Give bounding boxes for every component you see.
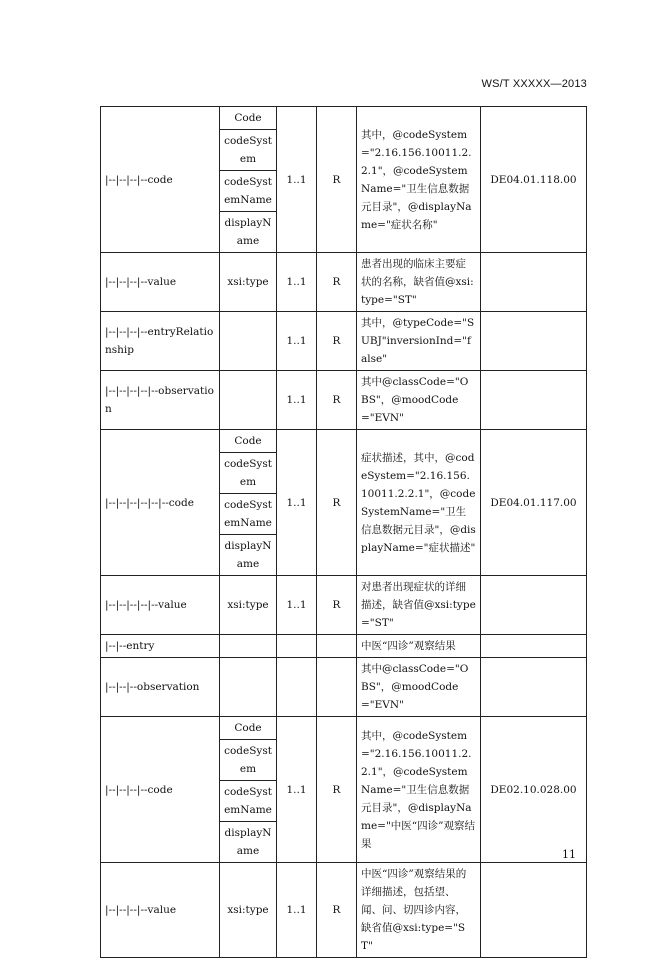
attribute-cell: displayName xyxy=(220,535,277,576)
cardinality-cell xyxy=(277,635,317,658)
attribute-cell: codeSystemName xyxy=(220,781,277,822)
description-cell: 其中@classCode="OBS"，@moodCode="EVN" xyxy=(357,371,481,430)
table-row xyxy=(101,717,587,740)
description-cell: 其中，@codeSystem="2.16.156.10011.2.2.1"，@codeSystemName="卫生信息数据元目录"，@displayName="症状名称" xyxy=(357,107,481,253)
attribute-cell xyxy=(220,371,277,430)
attribute-cell: xsi:type xyxy=(220,576,277,635)
element-name-cell: |--|--|--|--entryRelationship xyxy=(101,312,220,371)
attribute-cell: codeSystem xyxy=(220,130,277,171)
attribute-cell: xsi:type xyxy=(220,253,277,312)
element-name-cell: |--|--|--|--|--|--code xyxy=(101,430,220,576)
requirement-cell: R xyxy=(317,312,357,371)
element-spec-table xyxy=(100,106,587,958)
data-element-id-cell: DE02.10.028.00 xyxy=(481,717,587,863)
cardinality-cell: 1..1 xyxy=(277,253,317,312)
attribute-cell: Code xyxy=(220,430,277,453)
cardinality-cell xyxy=(277,658,317,717)
requirement-cell xyxy=(317,635,357,658)
description-cell: 其中，@typeCode="SUBJ"inversionInd="false" xyxy=(357,312,481,371)
attribute-cell: Code xyxy=(220,107,277,130)
attribute-cell: Code xyxy=(220,717,277,740)
page-number: 11 xyxy=(562,848,576,861)
description-cell: 症状描述，其中，@codeSystem="2.16.156.10011.2.2.1"，@codeSystemName="卫生信息数据元目录"，@displayName="症状描述" xyxy=(357,430,481,576)
attribute-cell xyxy=(220,658,277,717)
attribute-cell: codeSystemName xyxy=(220,171,277,212)
attribute-cell: codeSystem xyxy=(220,740,277,781)
element-name-cell: |--|--|--|--|--value xyxy=(101,576,220,635)
requirement-cell xyxy=(317,658,357,717)
attribute-cell: codeSystemName xyxy=(220,494,277,535)
data-element-id-cell xyxy=(481,658,587,717)
cardinality-cell: 1..1 xyxy=(277,107,317,253)
table-row xyxy=(101,107,587,130)
table-body xyxy=(101,107,587,958)
description-cell: 中医“四诊”观察结果 xyxy=(357,635,481,658)
cardinality-cell: 1..1 xyxy=(277,576,317,635)
cardinality-cell: 1..1 xyxy=(277,430,317,576)
element-name-cell: |--|--entry xyxy=(101,635,220,658)
description-cell: 患者出现的临床主要症状的名称，缺省值@xsi:type="ST" xyxy=(357,253,481,312)
requirement-cell: R xyxy=(317,253,357,312)
table-row xyxy=(101,635,587,658)
data-element-id-cell: DE04.01.118.00 xyxy=(481,107,587,253)
cardinality-cell: 1..1 xyxy=(277,717,317,863)
table-row xyxy=(101,312,587,371)
attribute-cell xyxy=(220,635,277,658)
table-row xyxy=(101,863,587,958)
data-element-id-cell: DE04.01.117.00 xyxy=(481,430,587,576)
attribute-cell: displayName xyxy=(220,822,277,863)
element-name-cell: |--|--|--|--code xyxy=(101,107,220,253)
requirement-cell: R xyxy=(317,576,357,635)
data-element-id-cell xyxy=(481,863,587,958)
requirement-cell: R xyxy=(317,371,357,430)
attribute-cell: xsi:type xyxy=(220,863,277,958)
data-element-id-cell xyxy=(481,253,587,312)
element-name-cell: |--|--|--|--value xyxy=(101,253,220,312)
table-row xyxy=(101,658,587,717)
cardinality-cell: 1..1 xyxy=(277,312,317,371)
data-element-id-cell xyxy=(481,371,587,430)
data-element-id-cell xyxy=(481,576,587,635)
requirement-cell: R xyxy=(317,430,357,576)
data-element-id-cell xyxy=(481,635,587,658)
requirement-cell: R xyxy=(317,717,357,863)
attribute-cell xyxy=(220,312,277,371)
table-row xyxy=(101,371,587,430)
table-row xyxy=(101,576,587,635)
requirement-cell: R xyxy=(317,107,357,253)
element-name-cell: |--|--|--|--code xyxy=(101,717,220,863)
description-cell: 中医“四诊”观察结果的详细描述，包括望、闻、问、切四诊内容，缺省值@xsi:type="ST" xyxy=(357,863,481,958)
element-name-cell: |--|--|--|--value xyxy=(101,863,220,958)
document-header-code: WS/T XXXXX—2013 xyxy=(481,78,587,90)
requirement-cell: R xyxy=(317,863,357,958)
table-row xyxy=(101,253,587,312)
description-cell: 其中@classCode="OBS"，@moodCode="EVN" xyxy=(357,658,481,717)
cardinality-cell: 1..1 xyxy=(277,863,317,958)
attribute-cell: displayName xyxy=(220,212,277,253)
element-name-cell: |--|--|--|--|--observation xyxy=(101,371,220,430)
attribute-cell: codeSystem xyxy=(220,453,277,494)
cardinality-cell: 1..1 xyxy=(277,371,317,430)
data-element-id-cell xyxy=(481,312,587,371)
table-row xyxy=(101,430,587,453)
description-cell: 对患者出现症状的详细描述，缺省值@xsi:type="ST" xyxy=(357,576,481,635)
description-cell: 其中，@codeSystem="2.16.156.10011.2.2.1"，@codeSystemName="卫生信息数据元目录"，@displayName="中医“四诊”观察结果 xyxy=(357,717,481,863)
element-name-cell: |--|--|--observation xyxy=(101,658,220,717)
